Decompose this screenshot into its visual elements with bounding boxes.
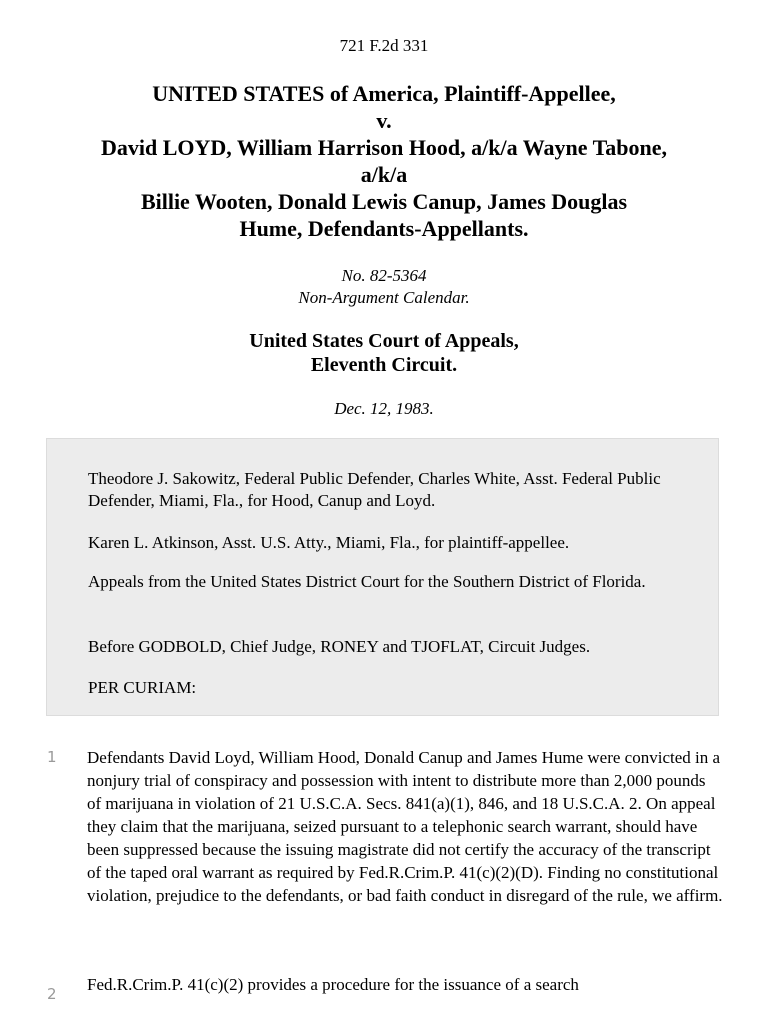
- decision-date: Dec. 12, 1983.: [334, 399, 434, 418]
- calendar-type: Non-Argument Calendar.: [298, 288, 470, 307]
- docket-info: [0, 265, 768, 309]
- court-name-line-1: United States Court of Appeals,: [249, 330, 519, 352]
- court-name-line-2: Eleventh Circuit.: [310, 354, 458, 376]
- opinion-paragraph: Fed.R.Crim.P. 41(c)(2) provides a procedure for the issuance of a search: [87, 975, 579, 994]
- caption-defendants-line-1: David LOYD, William Harrison Hood, a/k/a Wayne Tabone,: [100, 135, 668, 160]
- paragraph-number: 1: [47, 748, 57, 766]
- judicial-panel: Before GODBOLD, Chief Judge, RONEY and TJOFLAT, Circuit Judges.: [88, 637, 591, 656]
- per-curiam-label: PER CURIAM:: [88, 678, 197, 697]
- opinion-paragraph: Defendants David Loyd, William Hood, Donald Canup and James Hume were convicted in a nonjury trial of conspiracy and possession with intent to distribute more than 2,000 pounds of marijuana in violation of 21 U.S.C.A. Secs. 841(a)(1), 846, and 18 U.S.C.A. 2. On appeal they claim that the marijuana, seized pursuant to a telephonic search warrant, should have been suppressed because the issuing magistrate did not certify the accuracy of the transcript of the taped oral warrant as required by Fed.R.Crim.P. 41(c)(2)(D). Finding no constitutional violation, prejudice to the defendants, or bad faith conduct in disregard of the rule, we affirm.: [87, 748, 723, 905]
- caption-defendants-line-4: Hume, Defendants-Appellants.: [239, 216, 529, 241]
- court-name: [0, 329, 768, 377]
- case-caption: [40, 80, 728, 242]
- paragraph-number: 2: [47, 985, 57, 1003]
- appeal-origin: Appeals from the United States District Court for the Southern District of Florida.: [88, 572, 646, 591]
- docket-number: No. 82-5364: [341, 266, 427, 285]
- caption-plaintiff: UNITED STATES of America, Plaintiff-Appellee,: [152, 81, 616, 106]
- case-header-box: [46, 438, 719, 716]
- case-citation: 721 F.2d 331: [339, 36, 429, 55]
- counsel-government: Karen L. Atkinson, Asst. U.S. Atty., Miami, Fla., for plaintiff-appellee.: [88, 533, 570, 552]
- caption-defendants-line-3: Billie Wooten, Donald Lewis Canup, James Douglas: [140, 189, 628, 214]
- counsel-defense: Theodore J. Sakowitz, Federal Public Defender, Charles White, Asst. Federal Public Defender, Miami, Fla., for Hood, Canup and Loyd.: [88, 469, 661, 510]
- caption-versus: v.: [376, 108, 392, 133]
- caption-defendants-line-2: a/k/a: [360, 162, 408, 187]
